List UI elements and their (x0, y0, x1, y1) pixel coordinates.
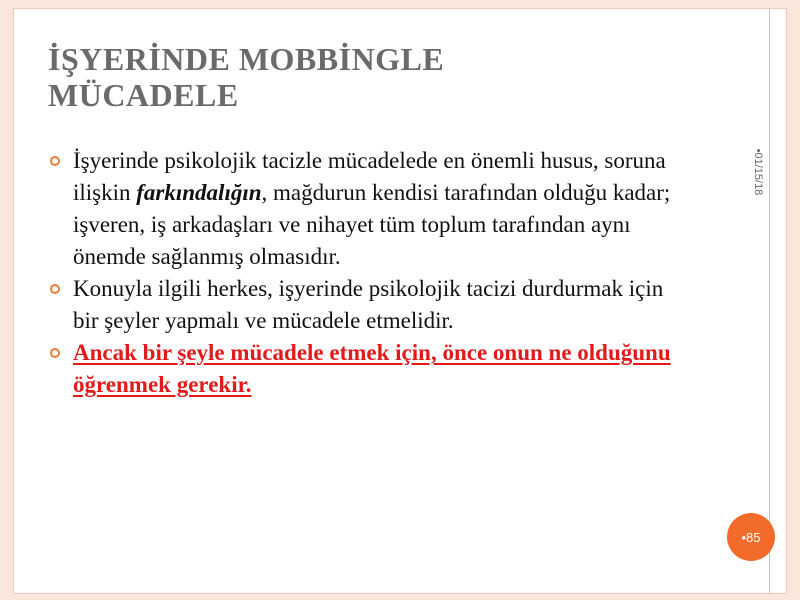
bullet-text: Konuyla ilgili herkes, işyerinde psikolojik tacizi durdurmak için bir şeyler yapmalı ve mücadele etmelidir. (73, 276, 664, 333)
bullet-item (48, 273, 688, 337)
ring-bullet-icon (50, 284, 60, 294)
bullet-highlighted-text: Ancak bir şeyle mücadele etmek için, önce onun ne olduğunu öğrenmek gerekir. (73, 340, 671, 397)
slide-title: İŞYERİNDE MOBBİNGLE MÜCADELE (48, 41, 445, 113)
bullet-text: , mağdurun kendisi tarafından olduğu kadar; işveren, iş arkadaşları ve nihayet tüm toplum tarafından aynı önemde sağlanmış olmasıdır. (73, 180, 671, 269)
ring-bullet-icon (50, 348, 60, 358)
slide-date: •01/15/18 (752, 148, 764, 196)
page-number: •85 (741, 529, 761, 545)
bullet-item (48, 337, 688, 401)
bullet-list (48, 145, 688, 401)
bullet-emphasis: farkındalığın (136, 180, 262, 205)
ring-bullet-icon (50, 156, 60, 166)
bullet-item (48, 145, 688, 273)
slide (13, 8, 787, 594)
bullet-text: İşyerinde psikolojik tacizle mücadelede en önemli husus, soruna ilişkin (73, 148, 666, 205)
slide-divider-line (769, 9, 770, 593)
page-number-badge (727, 513, 775, 561)
